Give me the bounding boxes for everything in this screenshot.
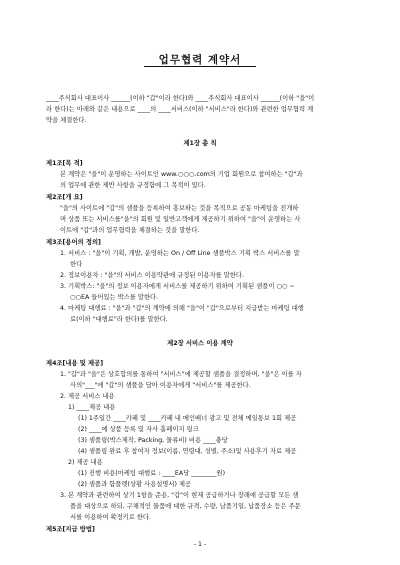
- intro-line: 약을 체결한다.: [46, 117, 87, 124]
- article-heading: 제2조[개 요]: [46, 194, 83, 201]
- article-text: (3) 샘플링(박스제작, Packing, 물류비) 비용 ____충당: [78, 437, 228, 444]
- article-text: (1) 1주일간 ____카페 및 ____카페 내 메인배너 광고 및 전체 메일통보 1회 제공: [78, 415, 297, 422]
- page-number: - 1 -: [193, 541, 207, 548]
- article-text: 1. "갑"과 "을"은 상호합의를 통하여 "서비스"에 제공할 샘플을 결정하며, "을"은 이를 자: [60, 371, 302, 378]
- intro-line: ____주식회사 대표이사 ______(이하 "갑"이라 한다)와 ____주식회사 대표이사 ______(이하 "을"이: [46, 95, 315, 102]
- article-text: 본 계약은 "을"이 운영하는 사이트인 www.○○○.com의 기업 회원으로 참여하는 "갑"과: [60, 171, 303, 178]
- article-heading: 제5조[지급 방법]: [46, 526, 95, 533]
- article-heading: 제3조[용어의 정의]: [46, 239, 101, 246]
- article-text: (2) ____에 상품 등록 및 자사 홈페이지 링크: [78, 426, 199, 433]
- article-text: 서를 이용하여 확정키로 한다.: [70, 514, 151, 521]
- definition-item: 4. 마케팅 대행료 : "을"과 "갑"의 계약에 의해 "을"이 "갑"으로부터 지급받는 마케팅 대행: [60, 305, 304, 312]
- article-text: 사의"___"에 "갑"의 샘플을 담아 이용자에게 "서비스"를 제공한다.: [70, 382, 251, 389]
- definition-item: 1. 서비스 : "을"이 기획, 개발, 운영하는 On / Off Line 샘플박스 기획 박스 서비스를 말: [60, 250, 300, 257]
- definition-item: ○○EA 들어있는 박스를 말한다.: [70, 294, 159, 301]
- title-underline: [144, 66, 256, 67]
- chapter-heading: 제2장 서비스 이용 계약: [167, 340, 233, 347]
- article-text: 2. 제공 서비스 내용: [60, 393, 115, 400]
- article-text: 2) 제공 내용: [68, 459, 103, 466]
- article-heading: 제1조[목 적]: [46, 160, 83, 167]
- article-text: (2) 샘플과 함플렛(상황 사용설명서) 제공: [78, 481, 192, 488]
- chapter-heading: 제1장 총 칙: [183, 140, 217, 147]
- article-heading: 제4조[내용 및 제공]: [46, 360, 104, 367]
- definition-item: 한다: [70, 261, 83, 268]
- definition-item: 3. 기획박스: "을"의 정보 이용자에게 서비스를 제공하기 위하여 기획된 샘플이 ○○ ~: [60, 283, 295, 290]
- article-text: (1) 진행 비용(마케팅 대행료 : ____EA당 ________원): [78, 470, 226, 477]
- definition-item: 료(이하 "대행료"라 한다)를 말한다.: [70, 316, 168, 323]
- article-text: "을"의 사이트에 "갑"의 샘플을 등록하여 홍보하는 것을 목적으로 공동 마케팅을 전개하: [60, 205, 299, 212]
- intro-line: 라 한다)는 아래와 같은 내용으로 ____의 ____서비스(이하 "서비스"라 한다)와 관련한 업무협력 계: [46, 106, 314, 113]
- article-text: 3. 본 계약과 관련하여 상기 1항을 준용, "갑"이 현재 공급하거나 장래에 공급할 모든 샘: [60, 492, 299, 499]
- page-title: 업무협력 계약서: [158, 54, 242, 66]
- article-text: 의 업무에 관한 제반 사항을 규정함에 그 목적이 있다.: [60, 182, 206, 189]
- article-text: 이트에 "갑"과의 업무협력을 체결하는 것을 말한다.: [60, 227, 200, 234]
- article-text: 며 상품 또는 서비스를"을"의 회원 및 일반고객에게 제공하기 위하여 "을"이 운영하는 사: [60, 216, 301, 223]
- definition-item: 2. 정보이용자 : "을"의 서비스 이용약관에 규정된 이용자를 말한다.: [60, 272, 245, 279]
- article-text: 1) ____제공 내용: [68, 404, 116, 411]
- article-text: 플을 대상으로 하되, 구체적인 물품에 대한 규격, 수량, 납품기일, 납품장소 등은 주문: [70, 503, 301, 510]
- article-text: (4) 샘플링 완료 후 참여자 정보(이름, 연령대, 성별, 주소)및 사용후기 자료 제공: [78, 448, 297, 455]
